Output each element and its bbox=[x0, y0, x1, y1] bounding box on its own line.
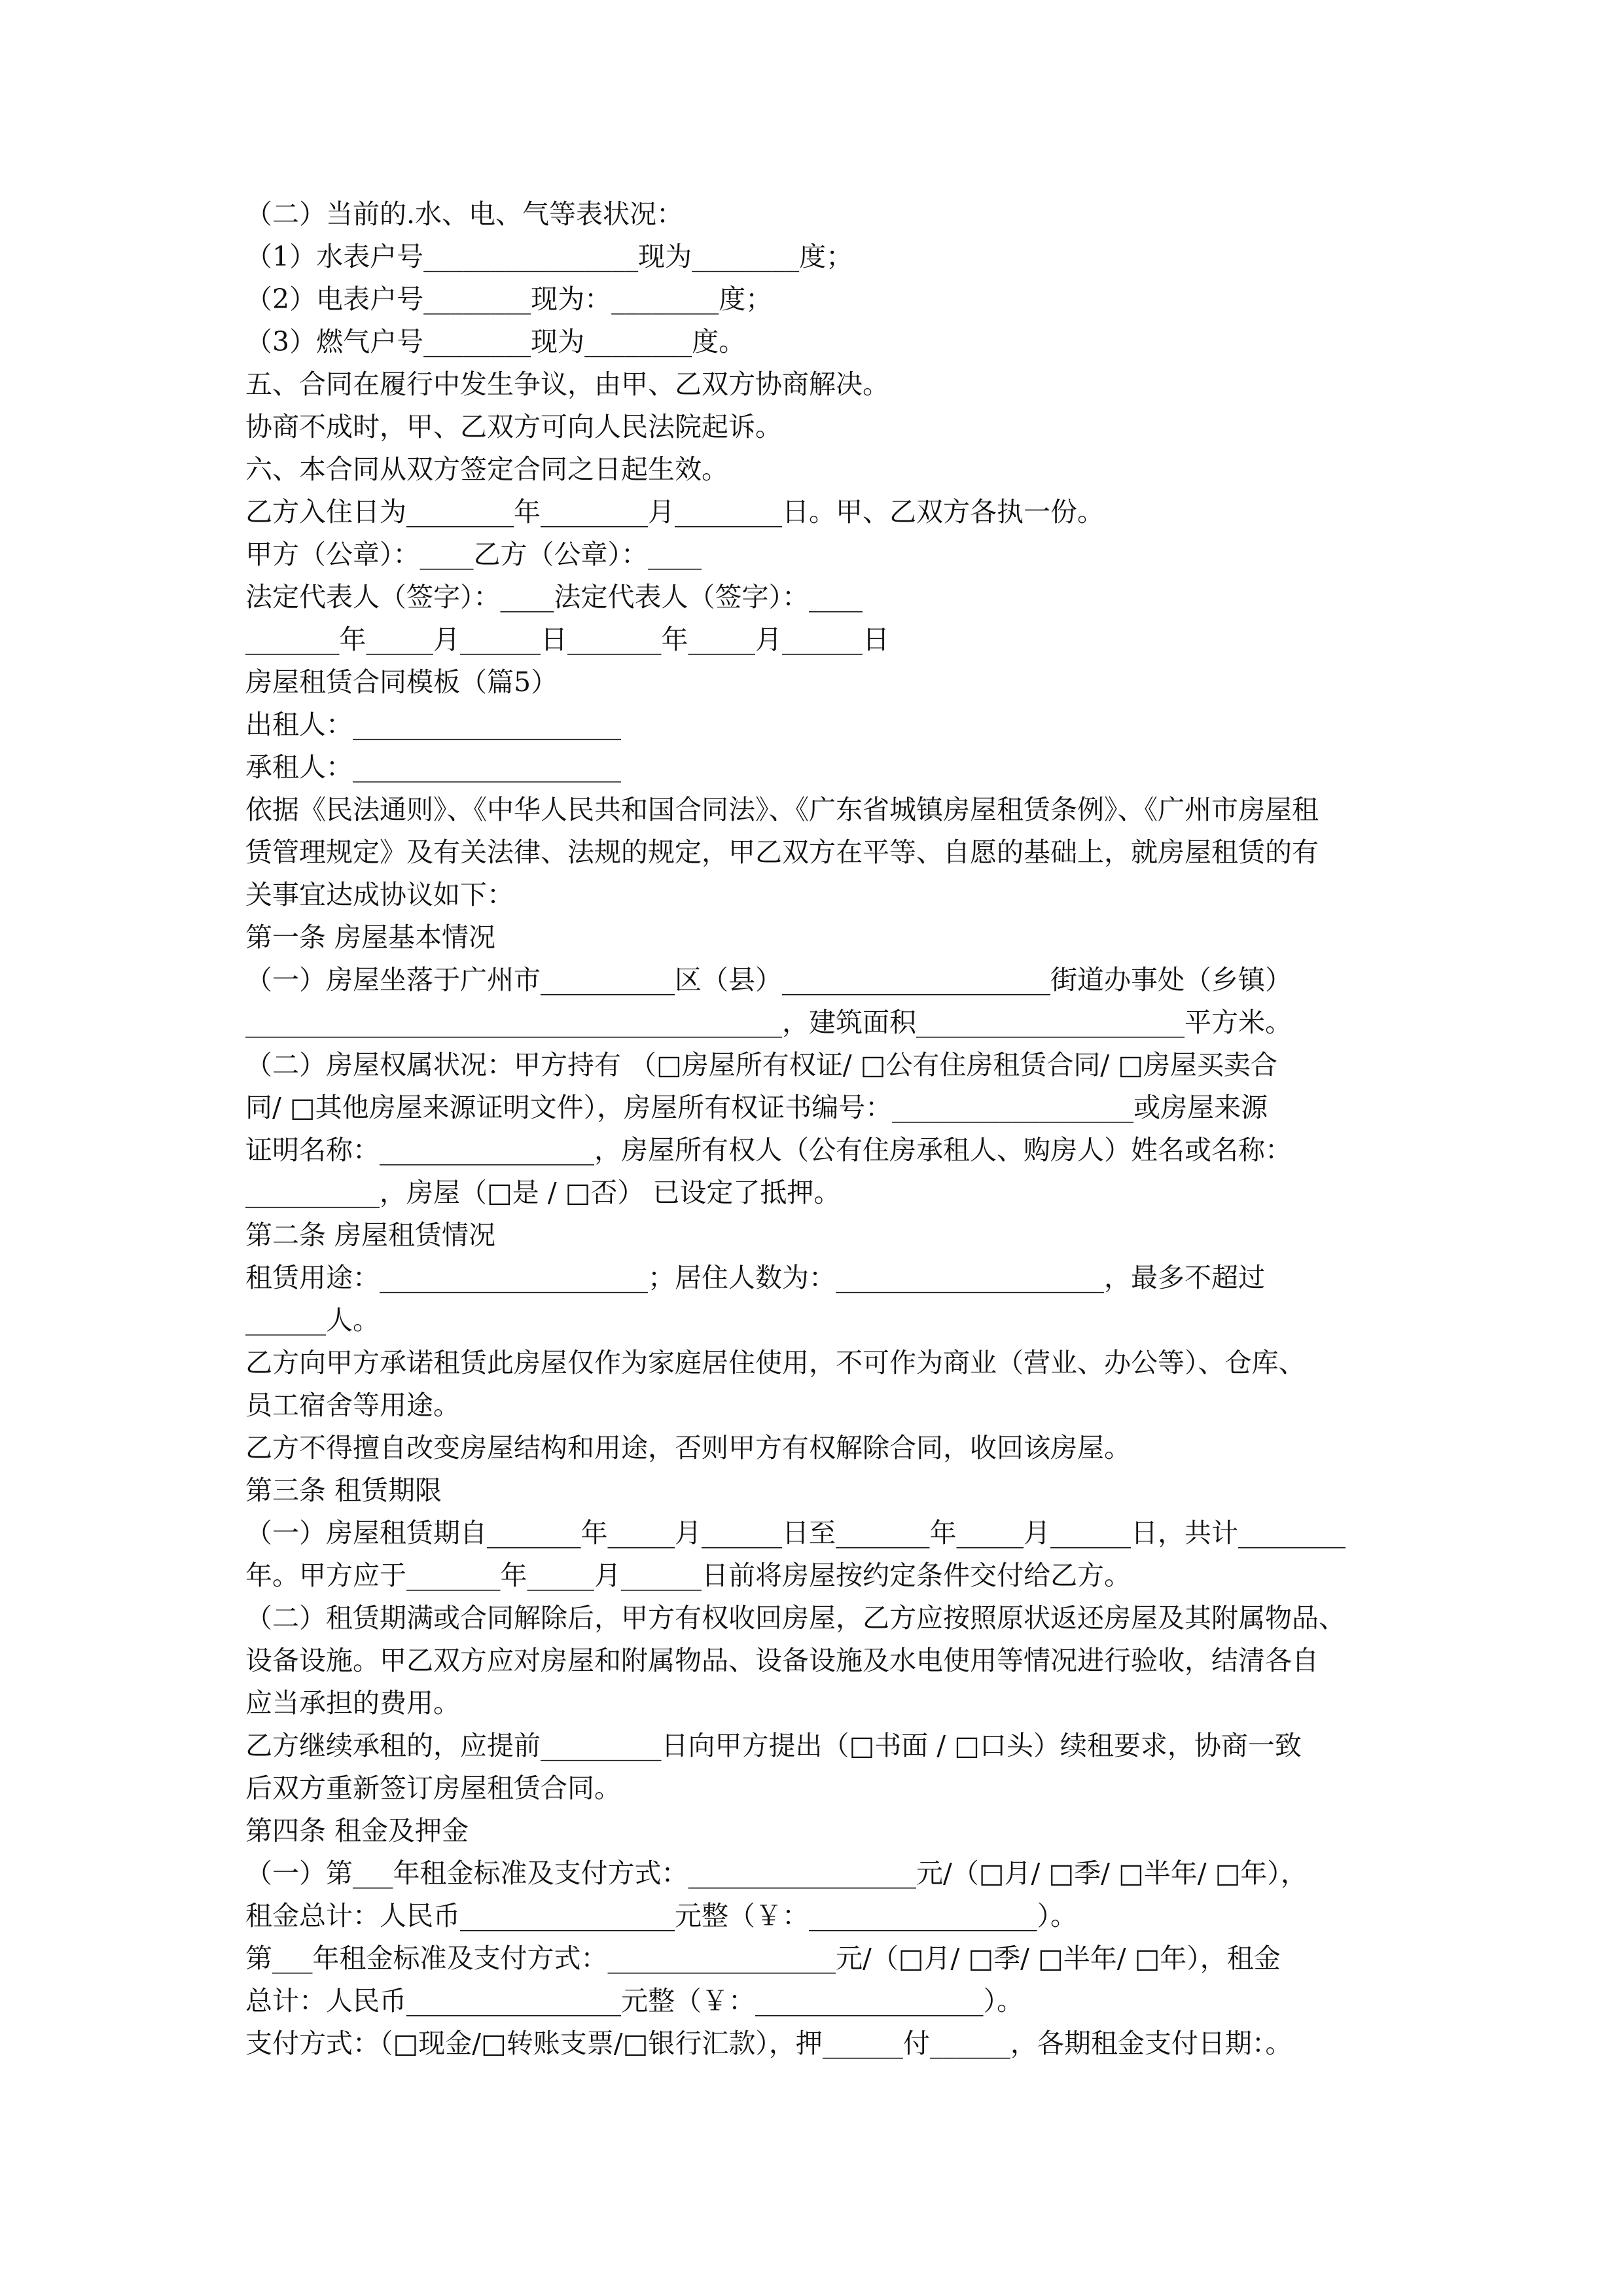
text-line: 甲方（公章）：____乙方（公章）：____ bbox=[245, 539, 702, 570]
text-line: 依据《民法通则》、《中华人民共和国合同法》、《广东省城镇房屋租赁条例》、《广州市房屋租 bbox=[245, 794, 1319, 825]
text-line: 员工宿舍等用途。 bbox=[245, 1390, 460, 1421]
text-line: 总计：人民币________________元整（￥：_________________）。 bbox=[245, 1985, 1024, 2017]
text-line: 赁管理规定》及有关法律、法规的规定，甲乙双方在平等、自愿的基础上，就房屋租赁的有 bbox=[245, 836, 1319, 868]
text-line: 协商不成时，甲、乙双方可向人民法院起诉。 bbox=[245, 411, 782, 442]
text-line: 证明名称：________________，房屋所有权人（公有住房承租人、购房人）姓名或名称： bbox=[245, 1134, 1292, 1166]
text-line: 后双方重新签订房屋租赁合同。 bbox=[245, 1772, 621, 1804]
text-line: 租赁用途：____________________；居住人数为：____________________，最多不超过 bbox=[245, 1262, 1265, 1293]
text-line: （1）水表户号________________现为________度； bbox=[245, 241, 853, 272]
article-heading: 第二条 房屋租赁情况 bbox=[245, 1219, 496, 1251]
text-line: 乙方向甲方承诺租赁此房屋仅作为家庭居住使用，不可作为商业（营业、办公等）、仓库、 bbox=[245, 1347, 1306, 1378]
text-line: 乙方入住日为________年________月________日。甲、乙双方各执一份。 bbox=[245, 496, 1104, 528]
text-line: （3）燃气户号________现为________度。 bbox=[245, 326, 746, 357]
text-line: 出租人：____________________ bbox=[245, 709, 621, 740]
text-line: （二）房屋权属状况：甲方持有 （□房屋所有权证/ □公有住房租赁合同/ □房屋买卖合 bbox=[245, 1049, 1277, 1081]
article-heading: 第四条 租金及押金 bbox=[245, 1815, 469, 1846]
document-body bbox=[245, 193, 1410, 2065]
text-line: 租金总计：人民币________________元整（￥：_________________）。 bbox=[245, 1900, 1077, 1931]
text-line: （一）第___年租金标准及支付方式：_________________元/（□月/ □季/ □半年/ □年）， bbox=[245, 1857, 1308, 1889]
text-line: 应当承担的费用。 bbox=[245, 1687, 460, 1719]
text-line: 设备设施。甲乙双方应对房屋和附属物品、设备设施及水电使用等情况进行验收，结清各自 bbox=[245, 1645, 1319, 1676]
text-line: 关事宜达成协议如下： bbox=[245, 879, 514, 910]
text-line: ________________________________________，建筑面积____________________平方米。 bbox=[245, 1007, 1292, 1038]
text-line: 第___年租金标准及支付方式：_________________元/（□月/ □季/ □半年/ □年），租金 bbox=[245, 1943, 1281, 1974]
text-line: 法定代表人（签字）：____法定代表人（签字）：____ bbox=[245, 581, 863, 613]
text-line: __________，房屋（□是 / □否） 已设定了抵押。 bbox=[245, 1177, 841, 1208]
text-line: 六、本合同从双方签定合同之日起生效。 bbox=[245, 454, 728, 485]
article-heading: 第三条 租赁期限 bbox=[245, 1475, 442, 1506]
article-heading: 第一条 房屋基本情况 bbox=[245, 922, 496, 953]
text-line: 年。甲方应于_______年_____月______日前将房屋按约定条件交付给乙方。 bbox=[245, 1560, 1131, 1591]
text-line: （一）房屋租赁期自_______年_____月______日至_______年_____月______日，共计________ bbox=[245, 1517, 1346, 1549]
text-line: ______人。 bbox=[245, 1304, 380, 1336]
text-line: 同/ □其他房屋来源证明文件），房屋所有权证书编号：__________________或房屋来源 bbox=[245, 1092, 1268, 1123]
text-line: （二）当前的.水、电、气等表状况： bbox=[245, 198, 684, 230]
text-line: 支付方式：（□现金/□转账支票/□银行汇款），押______付______，各期租金支付日期：。 bbox=[245, 2028, 1293, 2059]
text-line: （一）房屋坐落于广州市__________区（县）____________________街道办事处（乡镇） bbox=[245, 964, 1292, 996]
text-line: 乙方继续承租的，应提前_________日向甲方提出（□书面 / □口头）续租要求，协商一致 bbox=[245, 1730, 1302, 1761]
text-line: 五、合同在履行中发生争议，由甲、乙双方协商解决。 bbox=[245, 368, 889, 400]
text-line: _______年_____月______日_______年_____月______日 bbox=[245, 624, 889, 655]
text-line: 承租人：____________________ bbox=[245, 751, 621, 783]
section-title: 房屋租赁合同模板（篇5） bbox=[245, 666, 558, 698]
text-line: 乙方不得擅自改变房屋结构和用途，否则甲方有权解除合同，收回该房屋。 bbox=[245, 1432, 1131, 1463]
text-line: （2）电表户号________现为：________度； bbox=[245, 283, 773, 315]
text-line: （二）租赁期满或合同解除后，甲方有权收回房屋，乙方应按照原状返还房屋及其附属物品、 bbox=[245, 1602, 1346, 1634]
